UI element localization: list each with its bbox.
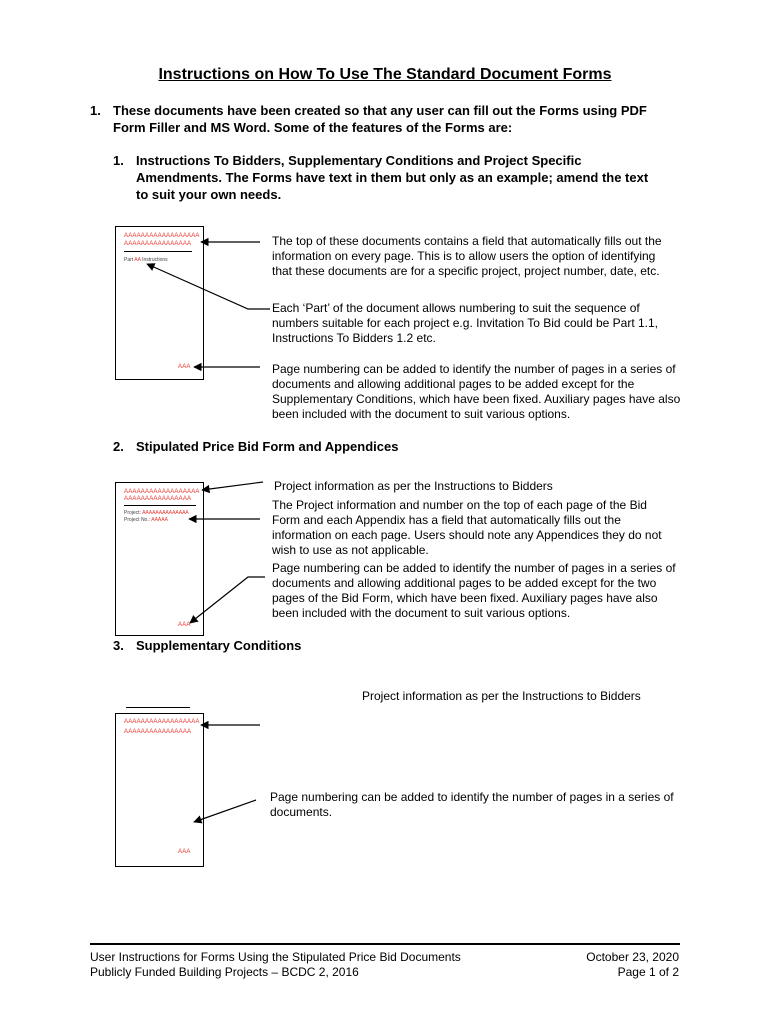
thumb-2-project-number-value: AAAAA	[151, 517, 168, 523]
section-1-note-part-numbering: Each ‘Part’ of the document allows numbering to suit the sequence of numbers suitable for each project e.g. Invitation To Bid could be Part 1.1, Instructions To Bidders 1.2 etc.	[272, 301, 659, 345]
thumb-1-part-label: Part	[124, 257, 134, 263]
footer-page-number: Page 1 of 2	[617, 965, 679, 979]
intro-number: 1.	[90, 103, 101, 118]
section-3-note-page-numbering: Page numbering can be added to identify the number of pages in a series of documents.	[270, 790, 674, 819]
thumb-2-project-number-label: Project No.:	[124, 517, 151, 523]
arrow-s3-page	[194, 800, 256, 822]
thumb-2-page-number: AAA	[178, 622, 191, 628]
section-3-number: 3.	[113, 638, 124, 653]
footer-date: October 23, 2020	[586, 950, 679, 964]
footer-document-title: User Instructions for Forms Using the Stipulated Price Bid Documents	[90, 950, 461, 964]
section-2-heading: Stipulated Price Bid Form and Appendices	[136, 439, 399, 454]
thumb-2-project-value: AAAAAAAAAAAAAA	[142, 510, 189, 516]
section-1-heading: Instructions To Bidders, Supplementary Conditions and Project Specific Amendments. The Forms have text in them but only as an example; amend the text to suit your own needs.	[136, 153, 649, 202]
thumb-1-header-line-1: AAAAAAAAAAAAAAAAAA	[124, 233, 200, 239]
section-2-note-header-field: The Project information and number on the top of each page of the Bid Form and each Appendix has a field that automatically fills out the information on each page. Users should note any Appendices they do not wish to use as not applicable.	[272, 498, 662, 557]
thumb-1-part-suffix: Instructions	[142, 257, 168, 263]
thumb-1-page-number: AAA	[178, 364, 191, 370]
thumb-1-header-line-2: AAAAAAAAAAAAAAAA	[124, 241, 192, 247]
thumb-2-project-label: Project:	[124, 510, 141, 516]
section-2-number: 2.	[113, 439, 124, 454]
thumb-2-header-line-2: AAAAAAAAAAAAAAAA	[124, 496, 192, 502]
section-2-note-project-info: Project information as per the Instructions to Bidders	[274, 479, 553, 493]
footer-project-type: Publicly Funded Building Projects – BCDC 2, 2016	[90, 965, 359, 979]
intro-text: These documents have been created so that any user can fill out the Forms using PDF Form Filler and MS Word. Some of the features of the Forms are:	[113, 103, 647, 135]
thumb-3-header-line-1: AAAAAAAAAAAAAAAAAA	[124, 719, 200, 725]
section-3-note-project-info: Project information as per the Instructions to Bidders	[362, 689, 641, 703]
arrow-s2-project	[202, 482, 263, 490]
section-1-note-header-field: The top of these documents contains a field that automatically fills out the information on every page. This is to allow users the option of identifying that these documents are for a specific project, project number, date, etc.	[272, 234, 662, 278]
page-title: Instructions on How To Use The Standard Document Forms	[158, 66, 612, 83]
arrow-s1-part	[147, 264, 270, 309]
arrow-s2-page	[190, 577, 265, 623]
thumb-2-header-line-1: AAAAAAAAAAAAAAAAAA	[124, 489, 200, 495]
footer-rule	[90, 943, 680, 945]
thumb-3-header-line-2: AAAAAAAAAAAAAAAA	[124, 729, 192, 735]
thumb-3-page-number: AAA	[178, 849, 191, 855]
section-2-note-page-numbering: Page numbering can be added to identify the number of pages in a series of documents and allowing additional pages to be added except for the two pages of the Bid Form, which have been fixed. Auxiliary pages have also been included with the document to suit various options.	[272, 561, 676, 620]
section-1-note-page-numbering: Page numbering can be added to identify the number of pages in a series of documents and allowing additional pages to be added except for the Supplementary Conditions, which have been fixed. Auxiliary pages have also been included with the document to suit various options.	[272, 362, 681, 421]
section-1-number: 1.	[113, 153, 124, 168]
section-3-heading: Supplementary Conditions	[136, 638, 302, 653]
thumb-1-part-value: AA	[134, 257, 141, 263]
